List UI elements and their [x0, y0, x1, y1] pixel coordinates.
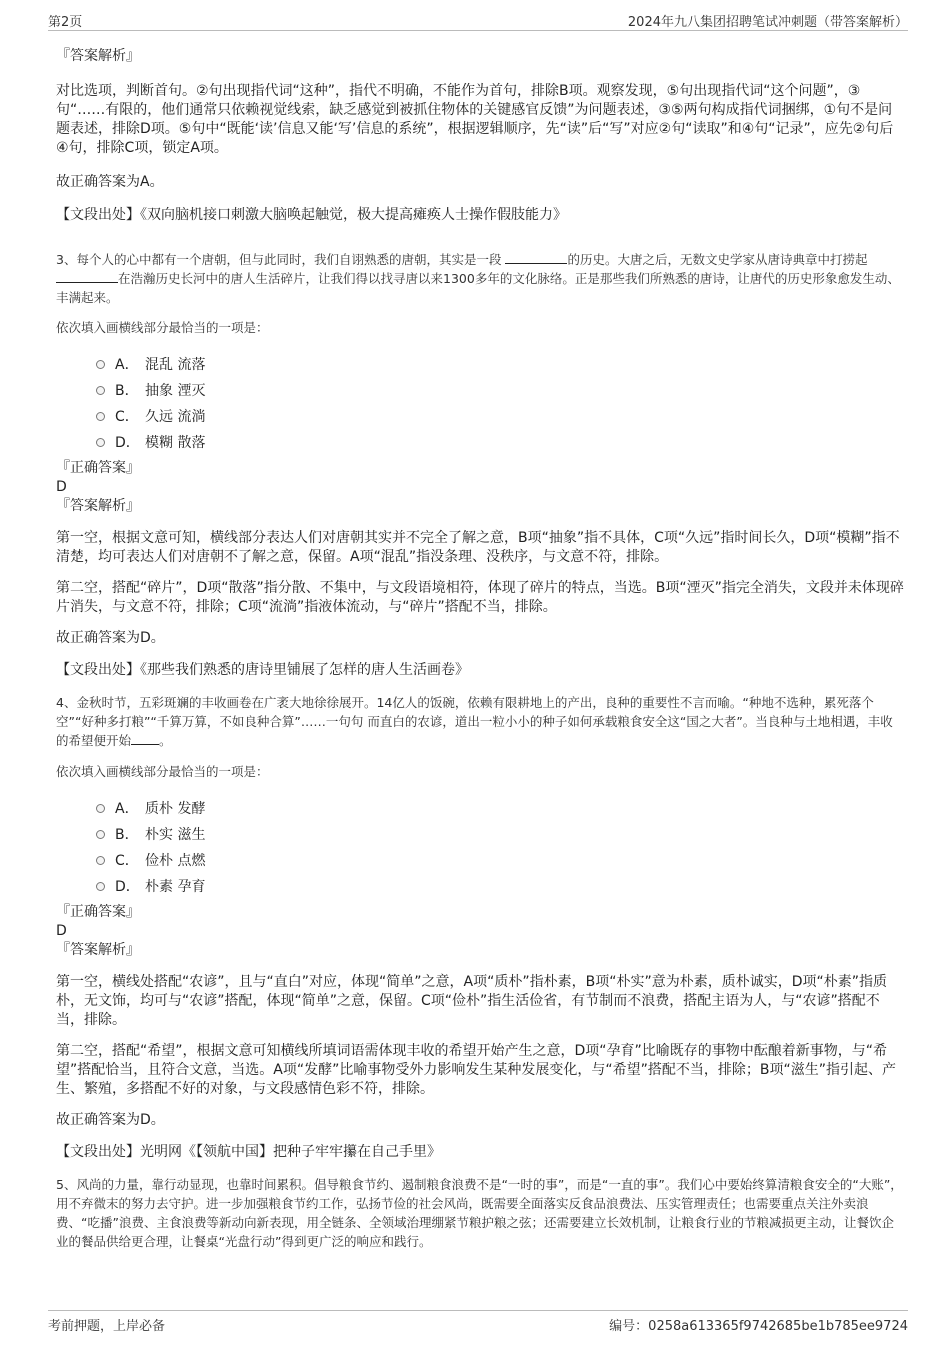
q5-stem: 5、风尚的力量，靠行动显现，也靠时间累积。倡导粮食节约、遏制粮食浪费不是“一时的事”，而是“一直的事”。我们心中要始终算清粮食安全的“大账”，用不弃微末的努力去守护。进一步加强粮食节约工作，弘扬节俭的社会风尚，既需要全面落实反食品浪费法、压实管理责任；也需要重点关注外卖浪费、“吃播”浪费、主食浪费等新动向新表现，用全链条、全领域治理绷紧节粮护粮之弦；还需要建立长效机制，让粮食行业的节粮减损更主动，让餐饮企业的餐品供给更合理，让餐桌“光盘行动”得到更广泛的响应和践行。 [56, 1177, 903, 1249]
q2-analysis-label: 『答案解析』 [56, 48, 140, 64]
q4-option-d[interactable]: D． 朴素 孕育 [96, 873, 904, 899]
q3-answer-line: 故正确答案为D。 [56, 630, 165, 646]
q3-options [96, 351, 904, 455]
q4-analysis-label: 『答案解析』 [56, 942, 140, 958]
page-footer [48, 1310, 908, 1334]
q3-blank-1 [505, 251, 567, 264]
radio-button[interactable] [96, 438, 105, 447]
q3-blank-2 [56, 270, 118, 283]
radio-button[interactable] [96, 856, 105, 865]
q3-option-b[interactable]: B． 抽象 湮灭 [96, 377, 904, 403]
radio-button[interactable] [96, 882, 105, 891]
q4-analysis-p2: 第二空，搭配“希望”，根据文意可知横线所填词语需体现丰收的希望开始产生之意，D项“孕育”比喻既存的事物中酝酿着新事物，与“希望”搭配恰当，且符合文意，当选。A项“发酵”比喻事物受外力影响发生某种发展变化，与“希望”搭配不当，排除；B项“滋生”指引起、产生、繁殖，多搭配不好的对象，与文段感情色彩不符，排除。 [56, 1043, 896, 1097]
q3-prompt: 依次填入画横线部分最恰当的一项是： [56, 320, 269, 335]
q3-option-c[interactable]: C． 久远 流淌 [96, 403, 904, 429]
q4-correct-answer: D [56, 923, 67, 939]
radio-button[interactable] [96, 360, 105, 369]
q2-answer-line: 故正确答案为A。 [56, 174, 164, 190]
q4-analysis-p1: 第一空，横线处搭配“农谚”，且与“直白”对应，体现“简单”之意，A项“质朴”指朴素，B项“朴实”意为朴素，质朴诚实，D项“朴素”指质朴，无文饰，均可与“农谚”搭配，体现“简单”之意，保留。C项“俭朴”指生活俭省，有节制而不浪费，搭配主语为人，与“农谚”搭配不当，排除。 [56, 974, 887, 1028]
q4-option-c[interactable]: C． 俭朴 点燃 [96, 847, 904, 873]
radio-button[interactable] [96, 830, 105, 839]
q2-analysis-text: 对比选项，判断首句。②句出现指代词“这种”，指代不明确，不能作为首句，排除B项。观察发现，⑤句出现指代词“这个问题”，③句“……有限的，他们通常只依赖视觉线索，缺乏感觉到被抓住物体的关键感官反馈”为问题表述，③⑤两句构成指代词捆绑，①句不是问题表述，排除D项。⑤句中“既能‘读’信息又能‘写’信息的系统”，根据逻辑顺序，先“读”后“写”对应②句“读取”和④句“记录”，应先②句后④句，排除C项，锁定A项。 [56, 83, 894, 156]
q2-source: 【文段出处】《双向脑机接口刺激大脑唤起触觉，极大提高瘫痪人士操作假肢能力》 [56, 207, 567, 223]
document-title: 2024年九八集团招聘笔试冲刺题（带答案解析） [627, 15, 908, 30]
page-content [56, 44, 904, 1251]
q4-option-b[interactable]: B． 朴实 滋生 [96, 821, 904, 847]
q3-option-d[interactable]: D． 模糊 散落 [96, 429, 904, 455]
q4-option-a[interactable]: A． 质朴 发酵 [96, 795, 904, 821]
q3-analysis-label: 『答案解析』 [56, 498, 140, 514]
radio-button[interactable] [96, 804, 105, 813]
q4-stem: 4、金秋时节，五彩斑斓的丰收画卷在广袤大地徐徐展开。14亿人的饭碗，依赖有限耕地上的产出，良种的重要性不言而喻。“种地不选种，累死落个空”“好种多打粮”“千算万算，不如良种合算”……一句句 而直白的农谚，道出一粒小小的种子如何承载粮食安全这“国之大者”。当良种与土地相遇，丰收的希望便开始 。 [56, 695, 893, 748]
q3-correct-answer: D [56, 479, 67, 495]
q3-analysis-p2: 第二空，搭配“碎片”，D项“散落”指分散、不集中，与文段语境相符，体现了碎片的特点，当选。B项“湮灭”指完全消失，文段并未体现碎片消失，与文意不符，排除；C项“流淌”指液体流动，与“碎片”搭配不当，排除。 [56, 580, 904, 615]
q4-correct-label: 『正确答案』 [56, 904, 140, 920]
q4-blank [131, 732, 159, 745]
q4-source: 【文段出处】光明网《【领航中国】把种子牢牢攥在自己手里》 [56, 1144, 441, 1160]
q3-stem: 3、每个人的心中都有一个唐朝，但与此同时，我们自诩熟悉的唐朝，其实是一段 的历史。大唐之后，无数文史学家从唐诗典章中打捞起 在浩瀚历史长河中的唐人生活碎片，让我们得以找寻唐以来1300多年的文化脉络。正是那些我们所熟悉的唐诗，让唐代的历史形象愈发生动、丰满起来。 [56, 252, 900, 305]
page-number: 第2页 [48, 15, 83, 30]
document-serial: 编号：0258a613365f9742685be1b785ee9724 [609, 1319, 908, 1334]
q4-options [96, 795, 904, 899]
radio-button[interactable] [96, 386, 105, 395]
q3-correct-label: 『正确答案』 [56, 460, 140, 476]
q3-option-a[interactable]: A． 混乱 流落 [96, 351, 904, 377]
page-header [48, 8, 908, 31]
radio-button[interactable] [96, 412, 105, 421]
q3-source: 【文段出处】《那些我们熟悉的唐诗里铺展了怎样的唐人生活画卷》 [56, 662, 469, 678]
q4-answer-line: 故正确答案为D。 [56, 1112, 165, 1128]
footer-slogan: 考前押题，上岸必备 [48, 1319, 166, 1334]
q4-prompt: 依次填入画横线部分最恰当的一项是： [56, 764, 269, 779]
q3-analysis-p1: 第一空，根据文意可知，横线部分表达人们对唐朝其实并不完全了解之意，B项“抽象”指不具体，C项“久远”指时间长久，D项“模糊”指不清楚，均可表达人们对唐朝不了解之意，保留。A项“混乱”指没条理、没秩序，与文意不符，排除。 [56, 530, 900, 565]
